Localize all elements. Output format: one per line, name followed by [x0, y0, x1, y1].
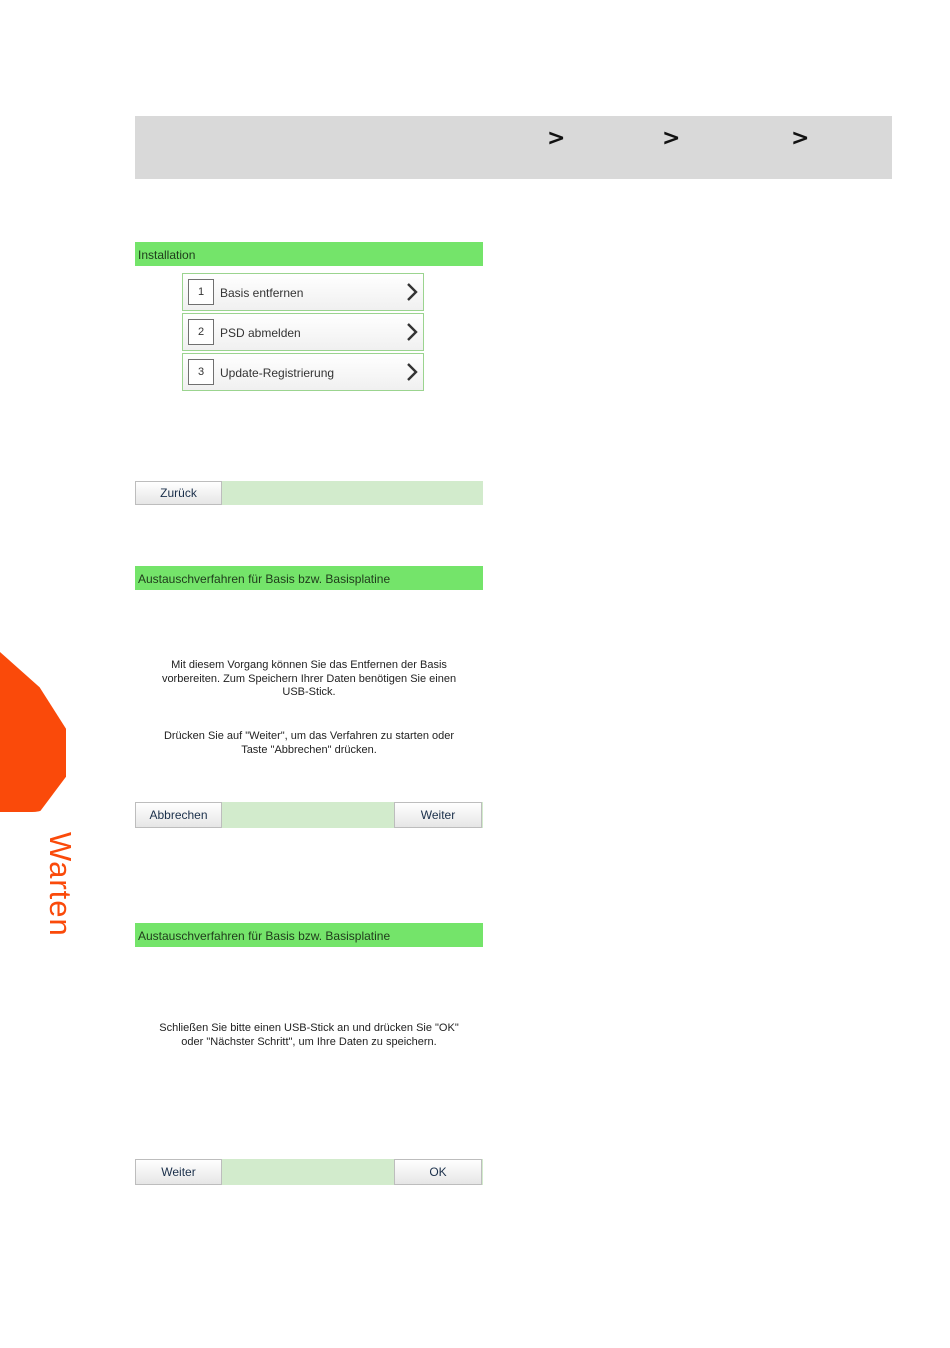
- instruction-paragraph: [135, 730, 483, 757]
- cancel-button[interactable]: Abbrechen: [135, 802, 222, 828]
- ok-button[interactable]: OK: [394, 1159, 482, 1185]
- menu-item-number: 2: [188, 319, 214, 345]
- screen-austausch-start: [135, 566, 483, 828]
- screen-austausch-usb: [135, 923, 483, 1185]
- back-button[interactable]: Zurück: [135, 481, 222, 505]
- next-button[interactable]: Weiter: [135, 1159, 222, 1185]
- screen-title: Installation: [135, 242, 483, 266]
- menu-item-label: Basis entfernen: [220, 286, 304, 300]
- menu-item-number: 1: [188, 279, 214, 305]
- screen-footer: [135, 802, 483, 828]
- info-line: vorbereiten. Zum Speichern Ihrer Daten benötigen Sie einen: [161, 672, 457, 685]
- menu-item-basis-entfernen[interactable]: [182, 273, 424, 311]
- chevron-right-icon: [405, 322, 419, 342]
- breadcrumb-separator: >: [791, 126, 810, 151]
- info-line: USB-Stick.: [282, 686, 336, 698]
- side-tab-marker: [0, 652, 66, 812]
- breadcrumb-separator: >: [547, 126, 566, 151]
- menu-item-number: 3: [188, 359, 214, 385]
- info-line: Mit diesem Vorgang können Sie das Entfernen der Basis: [171, 659, 447, 671]
- menu-list: [182, 273, 424, 393]
- info-line: Schließen Sie bitte einen USB-Stick an und drücken Sie "OK": [159, 1022, 459, 1034]
- screen-footer: [135, 1159, 483, 1185]
- chevron-right-icon: [405, 282, 419, 302]
- info-line: oder "Nächster Schritt", um Ihre Daten zu speichern.: [181, 1035, 437, 1048]
- screen-title: Austauschverfahren für Basis bzw. Basisplatine: [135, 923, 483, 947]
- chevron-right-icon: [405, 362, 419, 382]
- side-tab-label: Warten: [43, 832, 78, 937]
- info-paragraph: [135, 1022, 483, 1049]
- menu-item-update-registrierung[interactable]: [182, 353, 424, 391]
- info-paragraph: [135, 659, 483, 700]
- breadcrumb: [135, 116, 892, 179]
- screen-installation: [135, 242, 483, 505]
- next-button[interactable]: Weiter: [394, 802, 482, 828]
- menu-item-psd-abmelden[interactable]: [182, 313, 424, 351]
- info-line: Taste "Abbrechen" drücken.: [241, 743, 377, 756]
- screen-title: Austauschverfahren für Basis bzw. Basisplatine: [135, 566, 483, 590]
- menu-item-label: PSD abmelden: [220, 326, 301, 340]
- menu-item-label: Update-Registrierung: [220, 366, 335, 380]
- breadcrumb-separator: >: [662, 126, 681, 151]
- screen-footer: [135, 481, 483, 505]
- info-line: Drücken Sie auf "Weiter", um das Verfahren zu starten oder: [163, 730, 455, 742]
